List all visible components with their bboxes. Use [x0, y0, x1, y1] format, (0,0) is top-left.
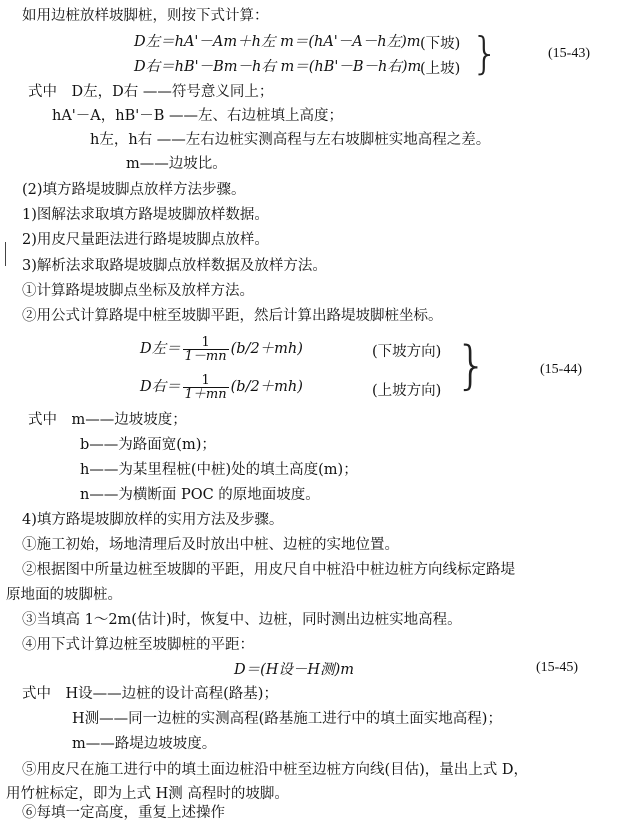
fraction-denominator: 1－mn — [184, 348, 227, 364]
fraction — [183, 336, 229, 363]
text-line: 2)用皮尺量距法进行路堤坡脚点放样。 — [22, 232, 269, 248]
text-line: m——路堤边坡坡度。 — [72, 736, 217, 752]
text-line: ②用公式计算路堤中桩至坡脚平距，然后计算出路堤坡脚桩坐标。 — [22, 308, 443, 324]
formula-lhs: D左＝ — [140, 341, 181, 357]
equation-number: (15-45) — [536, 660, 578, 675]
fraction-numerator: 1 — [183, 374, 229, 388]
fraction-denominator: 1＋mn — [184, 386, 227, 402]
formula-d-right: D右＝hB'－Bm－h右 m＝(hB'－B－h右)m — [134, 59, 422, 75]
fraction — [183, 374, 229, 401]
text-line: 式中 D左，D右 ——符号意义同上； — [28, 84, 274, 100]
text-line: 用竹桩标定，即为上式 H测 高程时的坡脚。 — [6, 786, 289, 802]
text-line: h——为某里程桩(中桩)处的填土高度(m)； — [80, 462, 358, 478]
formula-d-left: D左＝hA'－Am＋h左 m＝(hA'－A－h左)m — [134, 34, 421, 50]
text-line: 式中 H设——边桩的设计高程(路基)； — [22, 686, 278, 702]
margin-mark — [5, 242, 6, 266]
text-line: 如用边桩放样坡脚桩，则按下式计算： — [22, 8, 269, 24]
text-line: 4)填方路堤坡脚放样的实用方法及步骤。 — [22, 512, 284, 528]
text-line: (2)填方路堤坡脚点放样方法步骤。 — [22, 182, 246, 198]
text-line: ②根据图中所量边桩至坡脚的平距，用皮尺自中桩沿中桩边桩方向线标定路堤 — [22, 562, 515, 578]
text-line: 3)解析法求取路堤坡脚点放样数据及放样方法。 — [22, 258, 327, 274]
text-line: ④用下式计算边桩至坡脚桩的平距： — [22, 637, 254, 653]
text-line: 1)图解法求取填方路堤坡脚放样数据。 — [22, 207, 269, 223]
text-line: ⑥每填一定高度，重复上述操作 — [22, 805, 225, 821]
formula-rhs: (b/2＋mh) — [230, 341, 303, 357]
text-line: n——为横断面 POC 的原地面坡度。 — [80, 487, 320, 503]
formula-2a — [140, 334, 303, 364]
equation-number: (15-43) — [548, 46, 590, 61]
formula-3: D＝(H设－H测)m — [234, 662, 354, 678]
formula-direction-label: (下坡方向) — [372, 344, 442, 360]
text-line: ③当填高 1～2m(估计)时，恢复中、边桩，同时测出边桩实地高程。 — [22, 612, 462, 628]
fraction-numerator: 1 — [183, 336, 229, 350]
text-line: h左，h右 ——左右边桩实测高程与左右坡脚桩实地高程之差。 — [90, 132, 491, 148]
text-line: 式中 m——边坡坡度； — [28, 412, 187, 428]
text-line: ①施工初始，场地清理后及时放出中桩、边桩的实地位置。 — [22, 537, 399, 553]
text-line: 原地面的坡脚桩。 — [6, 587, 122, 603]
text-line: H测——同一边桩的实测高程(路基施工进行中的填土面实地高程)； — [72, 711, 502, 727]
formula-direction-label: (上坡方向) — [372, 383, 442, 399]
right-brace-icon: } — [455, 336, 489, 396]
formula-direction-label: (上坡) — [420, 61, 461, 77]
text-line: b——为路面宽(m)； — [80, 437, 216, 453]
right-brace-icon: } — [471, 28, 499, 79]
text-line: m——边坡比。 — [126, 156, 227, 172]
formula-direction-label: (下坡) — [420, 36, 461, 52]
formula-2b — [140, 372, 303, 402]
equation-number: (15-44) — [540, 362, 582, 377]
text-line: hA'－A，hB'－B ——左、右边桩填上高度； — [52, 108, 344, 124]
formula-lhs: D右＝ — [140, 379, 181, 395]
formula-rhs: (b/2＋mh) — [230, 379, 303, 395]
text-line: ①计算路堤坡脚点坐标及放样方法。 — [22, 283, 254, 299]
text-line: ⑤用皮尺在施工进行中的填土面边桩沿中桩至边桩方向线(目估)，量出上式 D， — [22, 762, 529, 778]
